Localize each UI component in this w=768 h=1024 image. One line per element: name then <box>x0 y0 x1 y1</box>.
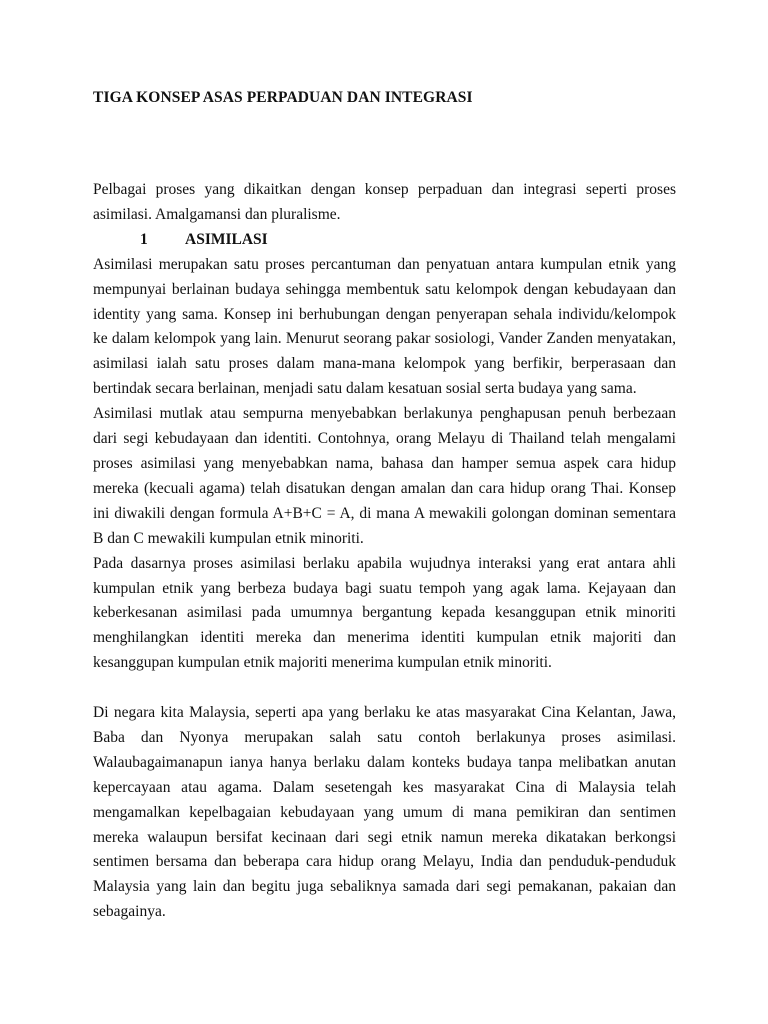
section-heading <box>93 228 676 253</box>
intro-paragraph: Pelbagai proses yang dikaitkan dengan konsep perpaduan dan integrasi seperti proses asimilasi. Amalgamansi dan pluralisme. <box>93 181 676 223</box>
document-body <box>93 178 676 925</box>
paragraph-absolute-assimilation: Asimilasi mutlak atau sempurna menyebabkan berlakunya penghapusan penuh berbezaan dari segi kebudayaan dan identiti. Contohnya, orang Melayu di Thailand telah mengalami proses asimilasi yang menyebabkan nama, bahasa dan hamper semua aspek cara hidup mereka (kecuali agama) telah disatukan dengan amalan dan cara hidup orang Thai. Konsep ini diwakili dengan formula A+B+C = A, di mana A mewakili golongan dominan sementara B dan C mewakili kumpulan etnik minoriti. <box>93 405 676 547</box>
paragraph-basis: Pada dasarnya proses asimilasi berlaku apabila wujudnya interaksi yang erat antara ahli kumpulan etnik yang berbeza budaya bagi suatu tempoh yang agak lama. Kejayaan dan keberkesanan asimilasi pada umumnya bergantung kepada kesanggupan etnik minoriti menghilangkan identiti mereka dan menerima identiti kumpulan etnik majoriti dan kesanggupan kumpulan etnik majoriti menerima kumpulan etnik minoriti. <box>93 554 676 672</box>
paragraph-malaysia-example: Di negara kita Malaysia, seperti apa yang berlaku ke atas masyarakat Cina Kelantan, Jawa, Baba dan Nyonya merupakan salah satu contoh berlakunya proses asimilasi. Walaubagaimanapun ianya hanya berlaku dalam konteks budaya tanpa melibatkan anutan kepercayaan atau agama. Dalam sesetengah kes masyarakat Cina di Malaysia telah mengamalkan kepelbagaian kebudayaan yang umum di mana pemikiran dan sentimen mereka walaupun bersifat kecinaan dari segi etnik namun mereka dikatakan berkongsi sentimen bersama dan beberapa cara hidup orang Melayu, India dan penduduk-penduduk Malaysia yang lain dan begitu juga sebaliknya samada dari segi pemakanan, pakaian dan sebagainya. <box>93 704 676 921</box>
paragraph-spacer <box>93 676 676 701</box>
section-heading-label: ASIMILASI <box>185 230 268 248</box>
paragraph-definition: Asimilasi merupakan satu proses percantuman dan penyatuan antara kumpulan etnik yang mempunyai berlainan budaya sehingga membentuk satu kelompok dengan kebudayaan dan identity yang sama. Konsep ini berhubungan dengan penyerapan sehala individu/kelompok ke dalam kelompok yang lain. Menurut seorang pakar sosiologi, Vander Zanden menyatakan, asimilasi ialah satu proses dalam mana-mana kelompok yang berfikir, berperasaan dan bertindak secara berlainan, menjadi satu dalam kesatuan sosial serta budaya yang sama. <box>93 255 676 398</box>
page-title: TIGA KONSEP ASAS PERPADUAN DAN INTEGRASI <box>93 89 473 106</box>
section-number: 1 <box>140 230 148 248</box>
